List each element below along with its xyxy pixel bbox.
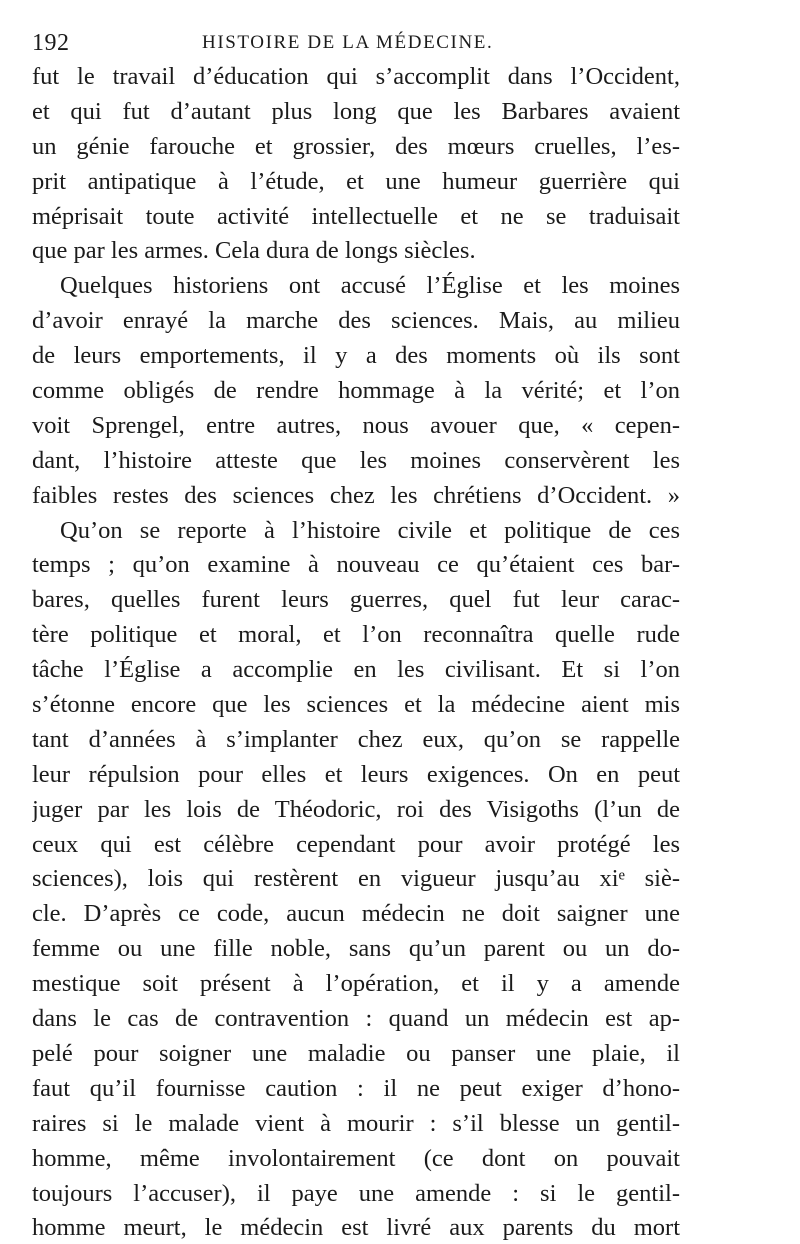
text-line: dant, l’histoire atteste que les moines conservèrent les <box>32 446 680 474</box>
text-line: un génie farouche et grossier, des mœurs cruelles, l’es- <box>32 132 680 160</box>
text-line: homme, même involontairement (ce dont on pouvait <box>32 1144 680 1172</box>
text-line: homme meurt, le médecin est livré aux parents du mort <box>32 1214 680 1242</box>
text-line: comme obligés de rendre hommage à la vérité; et l’on <box>32 377 680 405</box>
text-line: femme ou une fille noble, sans qu’un parent ou un do- <box>32 935 680 963</box>
text-line: sciences), lois qui restèrent en vigueur jusqu’au xiᵉ siè- <box>32 865 680 893</box>
paragraph-start-line: Quelques historiens ont accusé l’Église et les moines <box>60 272 680 300</box>
text-line: ceux qui est célèbre cependant pour avoir protégé les <box>32 830 680 858</box>
text-line: et qui fut d’autant plus long que les Barbares avaient <box>32 97 680 125</box>
page-number: 192 <box>32 30 70 56</box>
body-text <box>32 60 680 1244</box>
text-line: leur répulsion pour elles et leurs exigences. On en peut <box>32 760 680 788</box>
text-line: tant d’années à s’implanter chez eux, qu’on se rappelle <box>32 725 680 753</box>
text-line: dans le cas de contravention : quand un médecin est ap- <box>32 1005 680 1033</box>
text-line: prit antipatique à l’étude, et une humeur guerrière qui <box>32 167 680 195</box>
text-line: pelé pour soigner une maladie ou panser une plaie, il <box>32 1039 680 1067</box>
text-line: tâche l’Église a accomplie en les civilisant. Et si l’on <box>32 656 680 684</box>
text-line: toujours l’accuser), il paye une amende : si le gentil- <box>32 1179 680 1207</box>
text-line: d’avoir enrayé la marche des sciences. Mais, au milieu <box>32 307 680 335</box>
text-line: tère politique et moral, et l’on reconnaîtra quelle rude <box>32 621 680 649</box>
text-line: temps ; qu’on examine à nouveau ce qu’étaient ces bar- <box>32 551 680 579</box>
text-line: de leurs emportements, il y a des moments où ils sont <box>32 342 680 370</box>
text-line: bares, quelles furent leurs guerres, quel fut leur carac- <box>32 586 680 614</box>
running-head <box>30 24 690 54</box>
text-line: cle. D’après ce code, aucun médecin ne doit saigner une <box>32 900 680 928</box>
text-line: voit Sprengel, entre autres, nous avouer que, « cepen- <box>32 411 680 439</box>
text-line: que par les armes. Cela dura de longs siècles. <box>32 237 476 265</box>
text-line: juger par les lois de Théodoric, roi des Visigoths (l’un de <box>32 795 680 823</box>
running-title: HISTOIRE DE LA MÉDECINE. <box>202 32 494 53</box>
text-line: fut le travail d’éducation qui s’accomplit dans l’Occident, <box>32 63 680 90</box>
text-line: méprisait toute activité intellectuelle et ne se traduisait <box>32 202 680 230</box>
text-line: s’étonne encore que les sciences et la médecine aient mis <box>32 691 680 719</box>
text-line: faut qu’il fournisse caution : il ne peut exiger d’hono- <box>32 1074 680 1102</box>
text-line: faibles restes des sciences chez les chrétiens d’Occident. » <box>32 481 680 509</box>
text-line: mestique soit présent à l’opération, et il y a amende <box>32 970 680 998</box>
paragraph-start-line: Qu’on se reporte à l’histoire civile et politique de ces <box>60 516 680 544</box>
text-line: raires si le malade vient à mourir : s’il blesse un gentil- <box>32 1109 680 1137</box>
